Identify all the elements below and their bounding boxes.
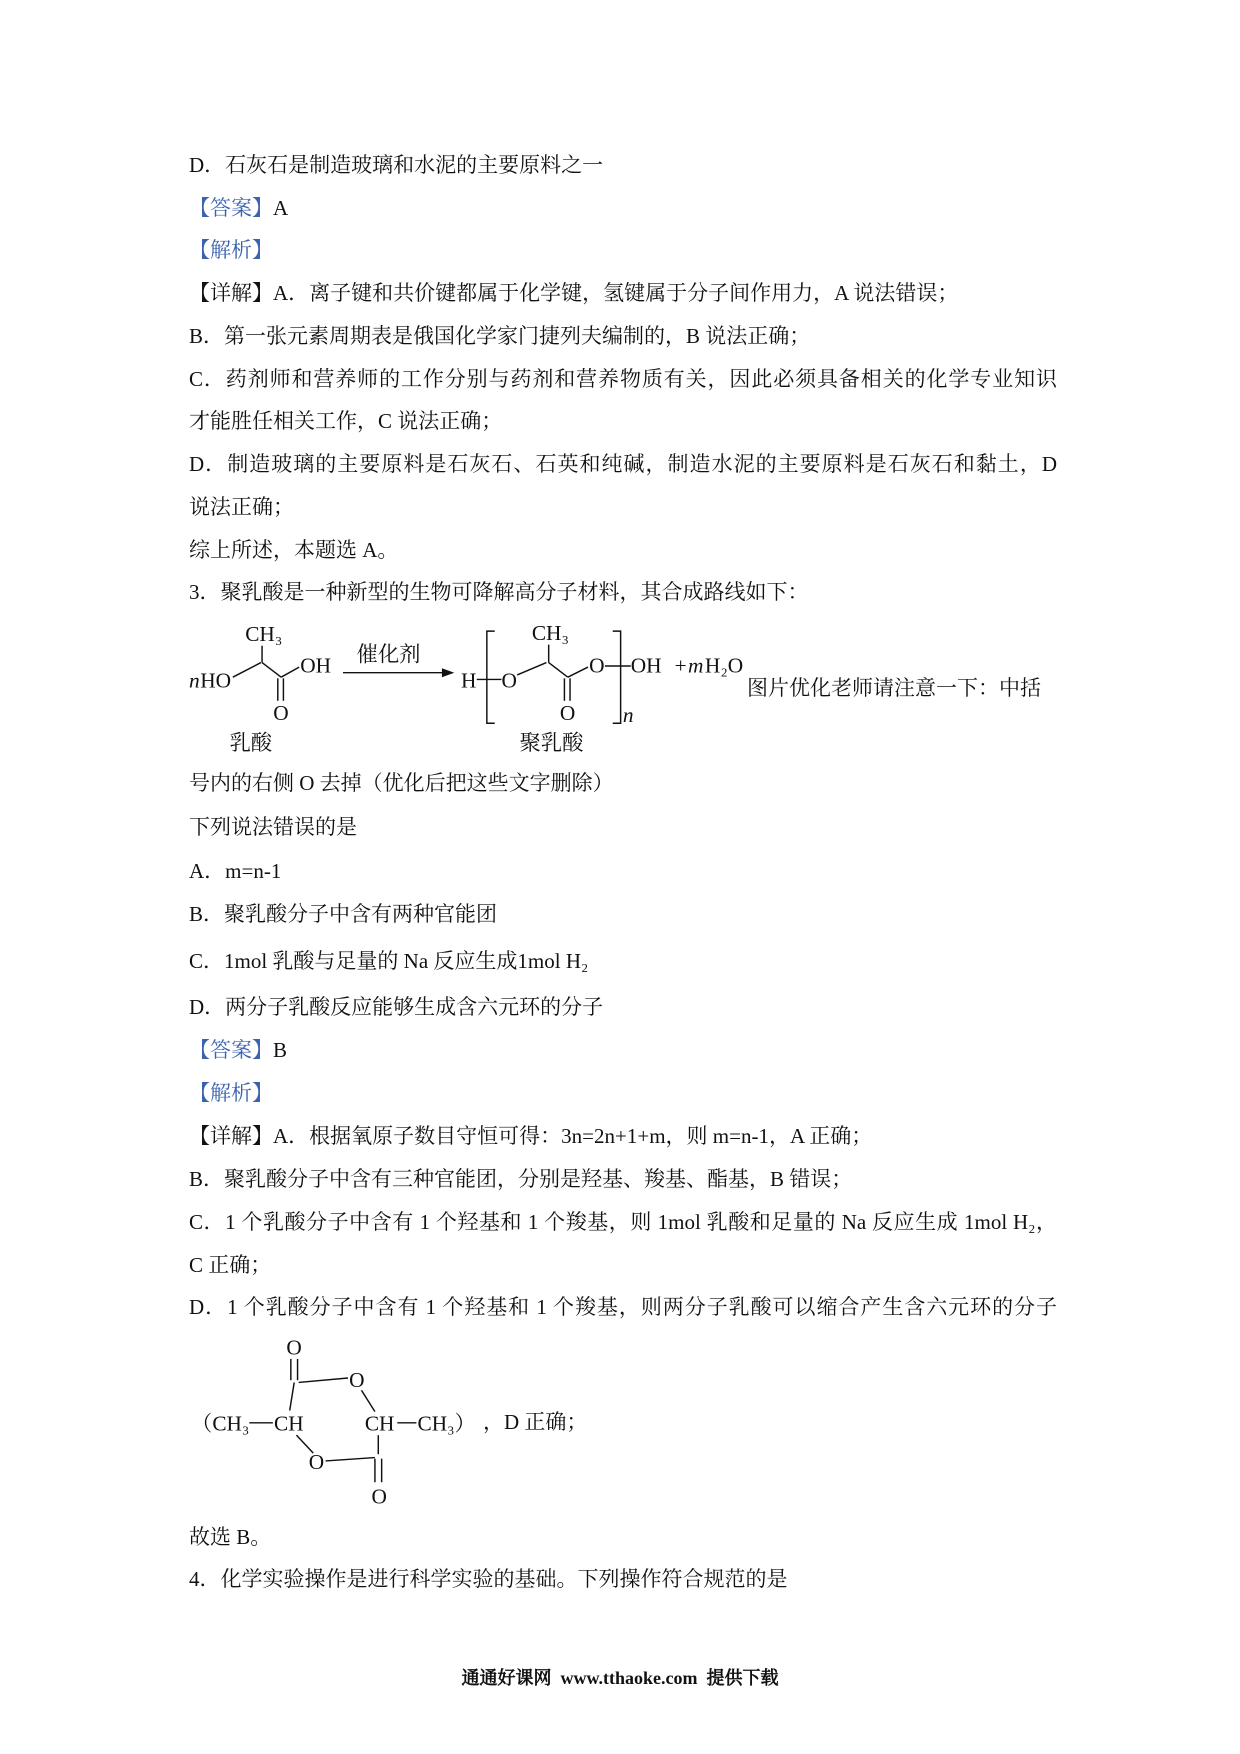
bottom-carbonyl-oxygen: O: [371, 1484, 387, 1509]
q3-prompt: 下列说法错误的是: [189, 815, 357, 839]
q3-conclusion: 故选 B。: [189, 1525, 272, 1549]
analysis-label: 【解析】: [189, 238, 273, 262]
q3-option-b: B．聚乳酸分子中含有两种官能团: [189, 902, 498, 926]
q2-detail-line-1: [189, 280, 958, 306]
hydroxyl-label: HO: [200, 668, 232, 693]
ring-oxygen-bottom: O: [308, 1449, 325, 1474]
q3-stem: 3．聚乳酸是一种新型的生物可降解高分子材料，其合成路线如下：: [189, 580, 809, 604]
q3-answer-row: [189, 1037, 287, 1063]
reaction-arrow: [343, 642, 454, 677]
plus-sign: +: [674, 653, 687, 678]
q3-detail-line-4: C 正确；: [189, 1253, 272, 1277]
q2-detail-line-4: 才能胜任相关工作，C 说法正确；: [189, 409, 503, 433]
bond: [299, 1378, 348, 1382]
ring-oxygen-top: O: [349, 1367, 365, 1392]
q2-detail-line-5: D．制造玻璃的主要原料是石灰石、石英和纯碱，制造水泥的主要原料是石灰石和黏土，D: [189, 452, 1057, 476]
end-hydroxyl-label: OH: [630, 653, 662, 678]
q4-stem: 4．化学实验操作是进行科学实验的基础。下列操作符合规范的是: [189, 1567, 788, 1591]
q2-answer-row: [189, 195, 288, 221]
left-ch-label: CH: [274, 1411, 304, 1436]
detail-text: A．离子键和共价键都属于化学键，氢键属于分子间作用力，A 说法错误；: [273, 281, 959, 305]
q2-detail-line-2: B．第一张元素周期表是俄国化学家门捷列夫编制的，B 说法正确；: [189, 324, 811, 348]
polylactic-acid-structure: [461, 621, 743, 755]
q3-detail-line-2: B．聚乳酸分子中含有三种官能团，分别是羟基、羧基、酯基，B 错误；: [189, 1167, 853, 1191]
bond: [326, 1458, 375, 1461]
bond: [568, 667, 588, 677]
bracket-left: [487, 631, 495, 723]
ether-oxygen-label: O: [501, 668, 517, 693]
q2-summary: 综上所述，本题选 A。: [189, 538, 399, 562]
right-methyl-group: CH₃: [417, 1411, 455, 1436]
answer-label: 【答案】: [189, 196, 273, 220]
analysis-label: 【解析】: [189, 1081, 273, 1105]
water-formula: H₂O: [704, 653, 744, 678]
q2-detail-line-3: C．药剂师和营养师的工作分别与药剂和营养物质有关，因此必须具备相关的化学专业知识: [189, 367, 1057, 391]
q3-option-c: C．1mol 乳酸与足量的 Na 反应生成1mol H₂: [189, 949, 589, 973]
catalyst-label: 催化剂: [356, 642, 421, 667]
carboxyl-oh-label: OH: [300, 653, 332, 678]
bond: [290, 1382, 294, 1410]
editor-note-line-1: 图片优化老师请注意一下：中括: [747, 676, 1041, 700]
page-footer: 通通好课网 www.tthaoke.com 提供下载: [461, 1668, 779, 1688]
bond: [296, 1435, 313, 1453]
editor-note-line-2: 号内的右侧 O 去掉（优化后把这些文字删除）: [189, 771, 614, 795]
top-carbonyl-oxygen: O: [286, 1335, 302, 1360]
q3-detail-line-1: [189, 1123, 872, 1149]
lactide-ring-structure: [185, 1332, 483, 1517]
bond: [549, 663, 568, 678]
detail-text: A．根据氧原子数目守恒可得：3n=2n+1+m，则 m=n-1，A 正确；: [273, 1124, 873, 1148]
bond: [281, 667, 299, 677]
bond: [361, 1390, 374, 1411]
q3-detail-line-5: D．1 个乳酸分子中含有 1 个羟基和 1 个羧基，则两分子乳酸可以缩合产生含六元环的分子: [189, 1295, 1057, 1319]
answer-value: B: [273, 1038, 288, 1062]
lactic-acid-structure: [189, 622, 331, 755]
polylactic-acid-synthesis-scheme: [180, 613, 751, 765]
q3-option-a: A．m=n-1: [189, 859, 282, 883]
close-parenthesis: ）: [454, 1411, 476, 1436]
carbonyl-oxygen-label: O: [273, 700, 289, 725]
water-coefficient: m: [688, 653, 704, 678]
arrow-head: [442, 668, 454, 677]
answer-value: A: [273, 196, 289, 220]
methyl-label: CH₃: [531, 621, 569, 646]
detail-label: 【详解】: [189, 281, 273, 305]
bond: [517, 663, 546, 675]
bracket-right: [613, 631, 621, 723]
q3-option-d: D．两分子乳酸反应能够生成含六元环的分子: [189, 995, 604, 1019]
methyl-label: CH₃: [245, 622, 283, 647]
reactant-coefficient: n: [188, 668, 200, 693]
answer-label: 【答案】: [189, 1038, 273, 1062]
bond: [262, 663, 281, 678]
ester-oxygen-label: O: [589, 653, 605, 678]
q2-detail-line-6: 说法正确；: [189, 495, 294, 519]
reactant-name: 乳酸: [229, 731, 273, 756]
repeat-subscript: n: [622, 703, 634, 728]
left-methyl-group: （CH₃: [191, 1411, 250, 1436]
product-name: 聚乳酸: [519, 731, 584, 756]
bond: [233, 663, 261, 678]
end-hydrogen-label: H: [461, 668, 477, 693]
detail-label: 【详解】: [189, 1124, 273, 1148]
q3-detail-line-3: C．1 个乳酸分子中含有 1 个羟基和 1 个羧基，则 1mol 乳酸和足量的 Na 反应生成 1mol H₂，: [189, 1210, 1057, 1234]
carbonyl-oxygen-label: O: [559, 700, 576, 725]
q2-option-d: D．石灰石是制造玻璃和水泥的主要原料之一: [189, 153, 604, 177]
lactide-conclusion-suffix: ，D 正确；: [483, 1410, 588, 1434]
right-ch-label: CH: [364, 1411, 395, 1436]
